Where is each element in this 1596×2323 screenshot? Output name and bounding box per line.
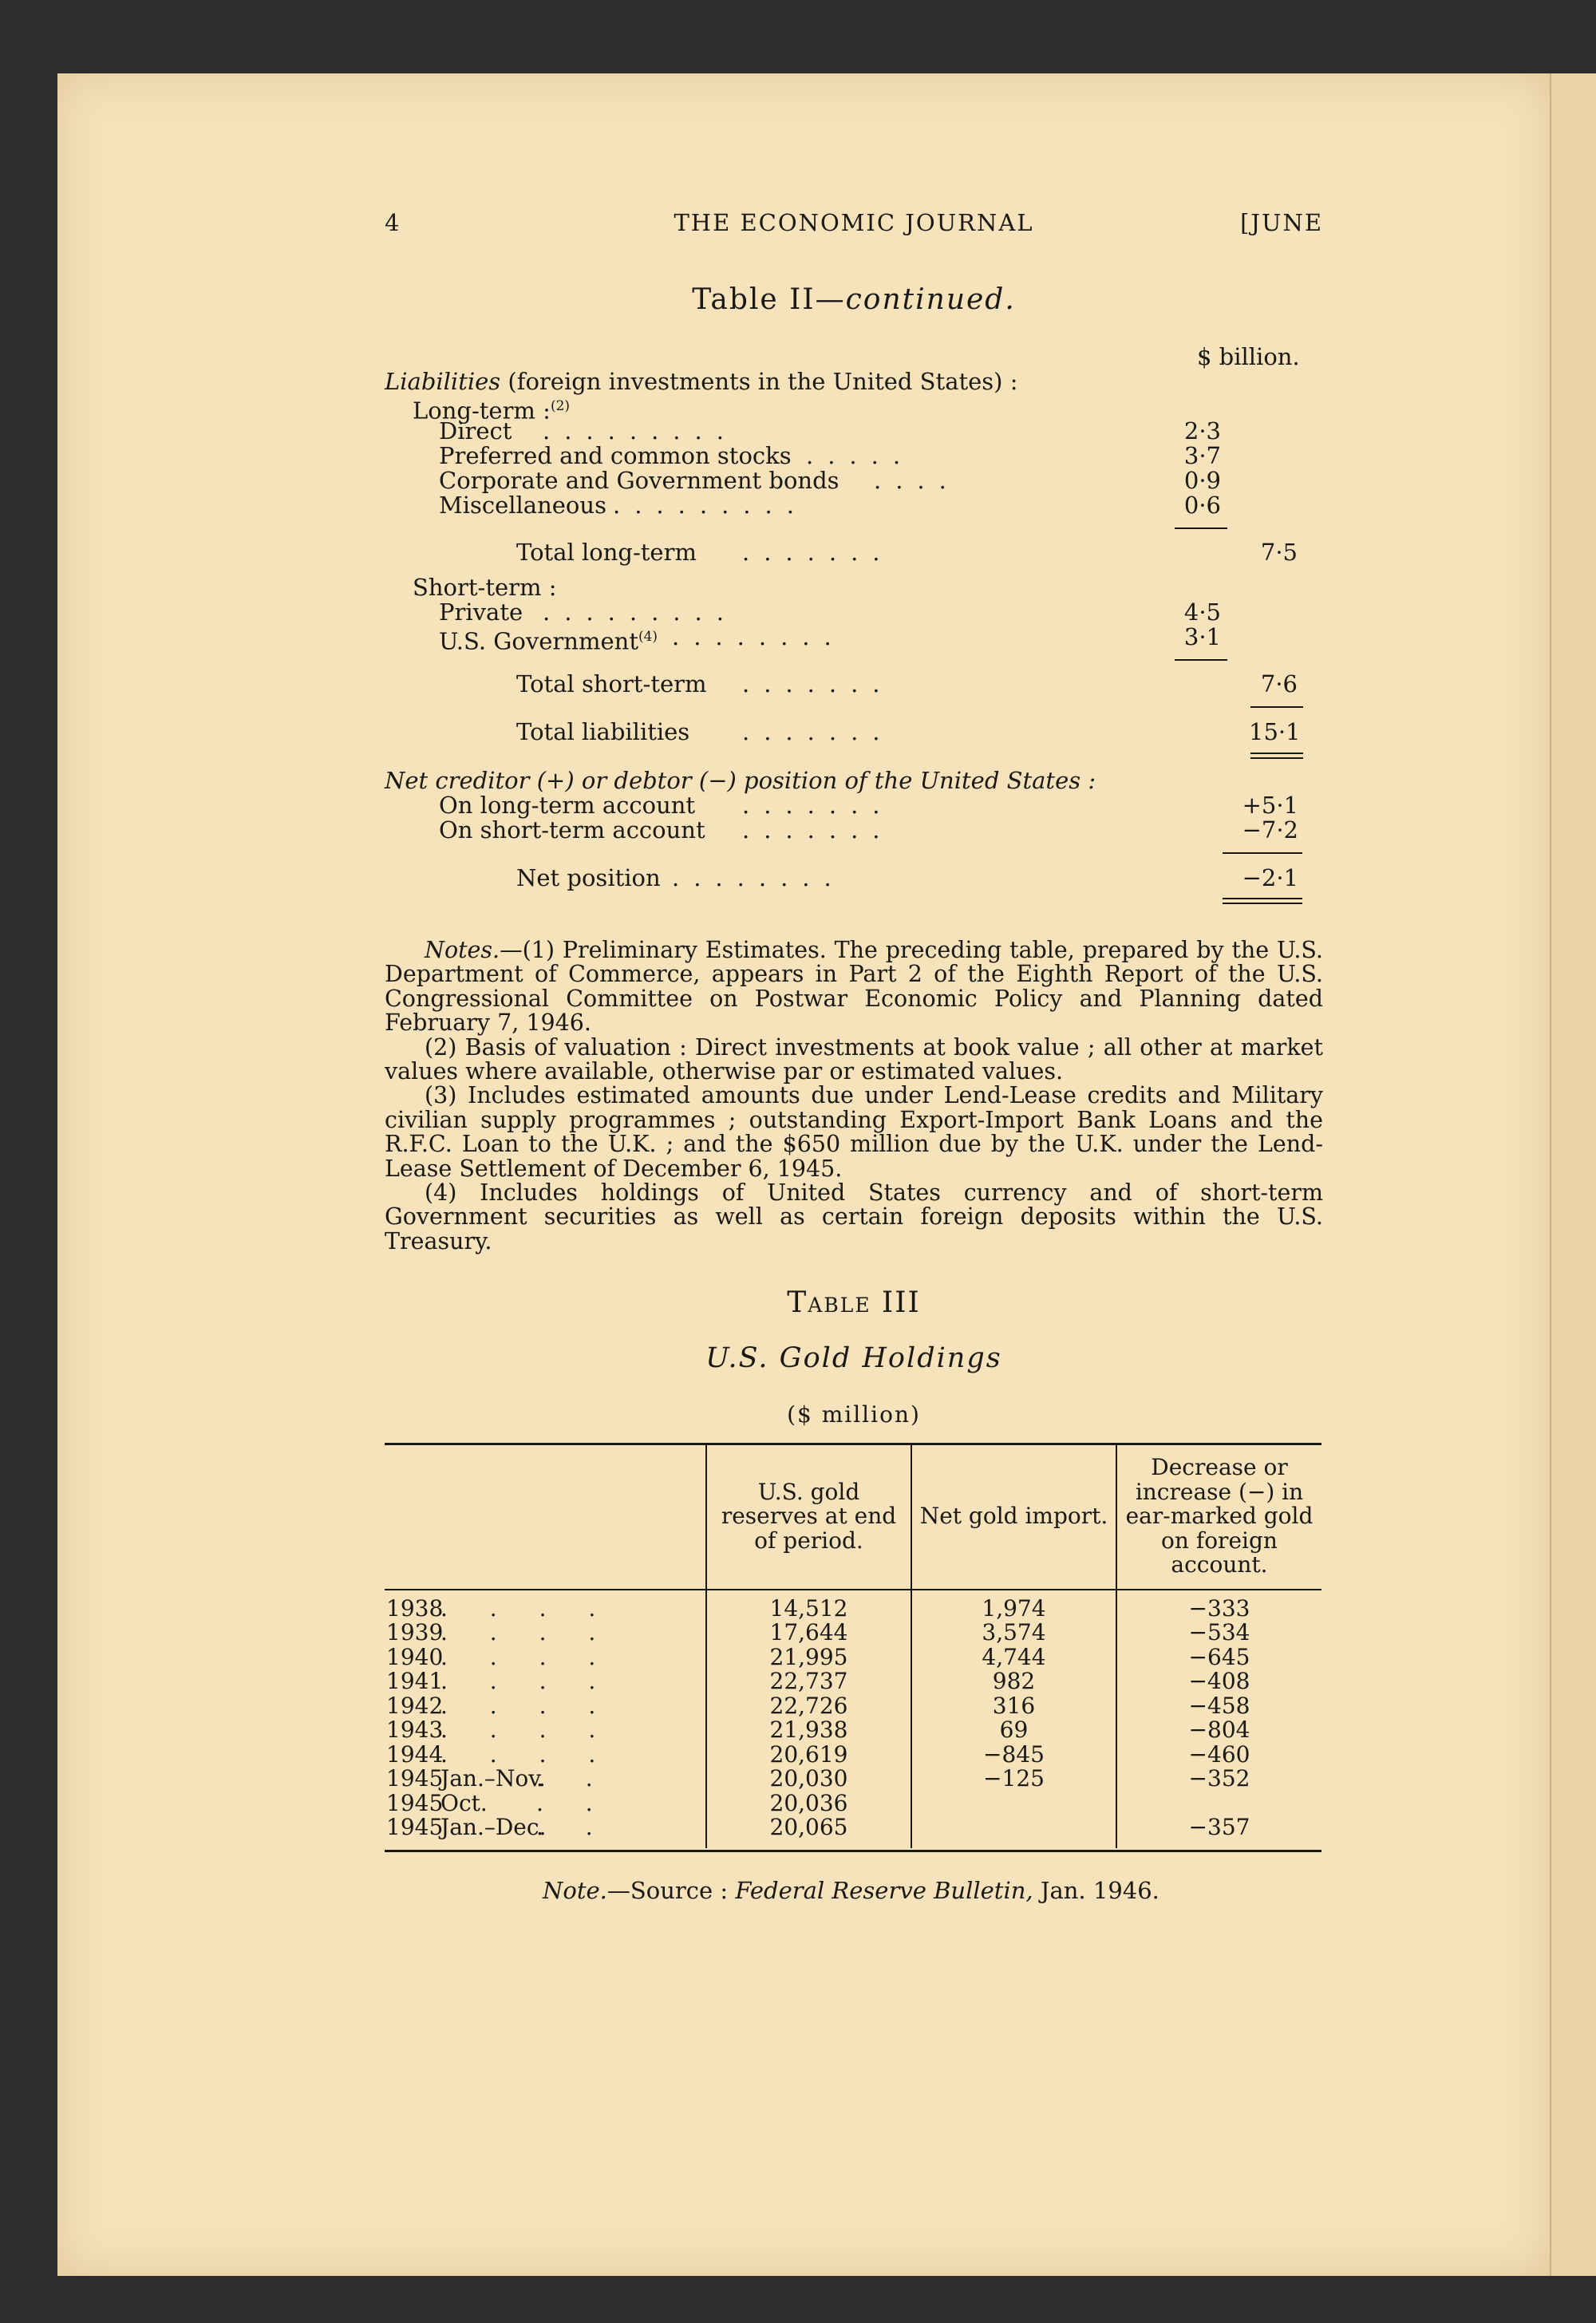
net-position-value: −2·1 <box>1242 864 1298 891</box>
cell-earmarked: −534 <box>1116 1621 1321 1645</box>
leader-dots: .... <box>874 467 961 494</box>
cell-reserves: 21,938 <box>706 1718 911 1743</box>
long-term-item-label: Direct <box>439 417 512 444</box>
liabilities-heading <box>385 369 1017 394</box>
table3-bottom-rule <box>385 1850 1321 1852</box>
short-term-label: Short-term : <box>413 574 557 601</box>
cell-earmarked: −645 <box>1116 1645 1321 1670</box>
double-rule-top <box>1250 753 1303 754</box>
leader-dots: . . . . <box>440 1740 614 1768</box>
leader-dots: . . . . <box>440 1717 614 1743</box>
total-long-term-label: Total long-term <box>516 539 697 566</box>
row-period <box>385 1740 706 1768</box>
leader-dots: ..... <box>806 442 915 469</box>
cell-import: −125 <box>911 1767 1116 1792</box>
next-page-edge <box>1550 73 1596 2276</box>
cell-import: 982 <box>911 1669 1116 1694</box>
table3-note-date: Jan. 1946. <box>1033 1877 1159 1904</box>
cell-reserves: 20,030 <box>706 1767 911 1792</box>
leader-dots: . . . . <box>440 1643 614 1670</box>
double-rule-bottom <box>1223 903 1302 904</box>
cell-reserves: 22,737 <box>706 1669 911 1694</box>
leader-dots: . . . . <box>440 1668 614 1694</box>
cell-reserves: 20,036 <box>706 1792 911 1816</box>
leader-dots: ....... <box>742 792 895 819</box>
total-rule <box>1250 706 1303 708</box>
short-term-item-gov <box>439 625 658 655</box>
cell-import: 69 <box>911 1718 1116 1743</box>
cell-import: 3,574 <box>911 1621 1116 1645</box>
cell-earmarked: −458 <box>1116 1694 1321 1719</box>
liabilities-heading-rest: (foreign investments in the United States) : <box>500 368 1018 395</box>
table2-title <box>385 283 1323 323</box>
table2-unit: $ billion. <box>1197 343 1300 370</box>
gold-holdings-table <box>385 1444 1321 1848</box>
table3-note-publication: Federal Reserve Bulletin, <box>735 1877 1033 1904</box>
note-2: (2) Basis of valuation : Direct investments at book value ; all other at market values where available, otherwise par or estimated values. <box>385 1033 1323 1085</box>
table3-unit: ($ million) <box>787 1401 921 1428</box>
long-term-item-value: 0·9 <box>1183 467 1221 494</box>
long-term-item-value: 0·6 <box>1183 492 1221 519</box>
short-term-item-value: 4·5 <box>1183 599 1221 626</box>
table-row <box>385 1815 1321 1848</box>
leader-dots: . . . . <box>440 1619 614 1645</box>
row-year: 1945 <box>386 1765 444 1792</box>
row-year: 1944 <box>386 1740 444 1768</box>
table-row <box>385 1718 1321 1743</box>
short-term-item-label: U.S. Government <box>439 627 638 655</box>
total-short-term-label: Total short-term <box>516 670 707 697</box>
subtotal-rule <box>1175 659 1227 661</box>
leader-dots: ....... <box>742 718 895 745</box>
note-3: (3) Includes estimated amounts due under Lend-Lease credits and Military civilian supply programmes ; outstanding Export-Import Bank Loans and the R.F.C. Loan to the U.K. ; and the $650 million due by the U.K. under the Lend-Lease Settlement of December 6, 1945. <box>385 1082 1323 1182</box>
cell-import: 316 <box>911 1694 1116 1719</box>
leader-dots: ......... <box>613 492 808 519</box>
row-period <box>385 1767 706 1792</box>
net-heading: Net creditor (+) or debtor (−) position of the United States : <box>385 767 1096 794</box>
notes-lead: Notes. <box>425 937 500 963</box>
running-title: THE ECONOMIC JOURNAL <box>674 209 1034 236</box>
table3-title-block <box>385 1286 1323 1326</box>
cell-earmarked: −408 <box>1116 1669 1321 1694</box>
row-period <box>385 1621 706 1645</box>
total-liabilities-value: 15·1 <box>1249 718 1301 745</box>
leader-dots: ....... <box>742 816 895 843</box>
long-term-footnote: (2) <box>550 398 571 414</box>
row-sub-period: Jan.–Dec. <box>440 1814 547 1840</box>
short-term-item-footnote: (4) <box>638 629 658 645</box>
long-term-item-label: Miscellaneous <box>439 492 606 519</box>
row-period <box>385 1669 706 1694</box>
row-period <box>385 1815 706 1848</box>
row-year: 1943 <box>386 1717 444 1743</box>
table-row <box>385 1694 1321 1719</box>
cell-import: 1,974 <box>911 1590 1116 1622</box>
table-row <box>385 1645 1321 1670</box>
net-position-label: Net position <box>516 864 661 891</box>
row-year: 1942 <box>386 1692 444 1719</box>
cell-import: 4,744 <box>911 1645 1116 1670</box>
total-short-term-value: 7·6 <box>1260 670 1298 697</box>
column-header-period <box>385 1444 706 1590</box>
double-rule-top <box>1223 898 1302 899</box>
leader-dots: . . <box>536 1814 610 1840</box>
table3-subtitle-block <box>385 1342 1323 1377</box>
note-1-text: —(1) Preliminary Estimates. The preceding table, prepared by the U.S. Department of Commerce, appears in Part 2 of the Eighth Report of the U.S. Congressional Committee on Postwar Economic Policy and Planning dated February 7, 1946. <box>385 937 1323 1037</box>
table-row <box>385 1743 1321 1768</box>
row-year: 1945 <box>386 1814 444 1840</box>
total-long-term-value: 7·5 <box>1260 539 1298 566</box>
long-term-item-value: 3·7 <box>1183 442 1221 469</box>
table2-title-prefix: Table II <box>692 283 816 316</box>
notes-block <box>385 938 1323 1254</box>
leader-dots: ........ <box>672 864 846 891</box>
leader-dots: . . <box>536 1789 610 1816</box>
leader-dots: . . <box>536 1765 610 1792</box>
table-row <box>385 1621 1321 1645</box>
table3-unit-block <box>385 1401 1323 1430</box>
page-number: 4 <box>385 209 400 236</box>
row-period <box>385 1718 706 1743</box>
cell-reserves: 20,065 <box>706 1815 911 1848</box>
cell-import <box>911 1815 1116 1848</box>
net-item-label: On long-term account <box>439 792 696 819</box>
note-1 <box>385 938 1323 1036</box>
short-term-item-value: 3·1 <box>1183 623 1221 650</box>
net-item-value: −7·2 <box>1242 816 1298 843</box>
leader-dots: . . . . <box>440 1692 614 1719</box>
table-header-row <box>385 1444 1321 1590</box>
row-period <box>385 1645 706 1670</box>
table-row <box>385 1792 1321 1816</box>
leader-dots: ....... <box>742 670 895 697</box>
cell-import: −845 <box>911 1743 1116 1768</box>
column-header-reserves: U.S. gold reserves at end of period. <box>706 1444 911 1590</box>
cell-earmarked: −804 <box>1116 1718 1321 1743</box>
table-row <box>385 1767 1321 1792</box>
long-term-item-value: 2·3 <box>1183 417 1221 444</box>
table3-subtitle: U.S. Gold Holdings <box>705 1342 1002 1374</box>
table3-title: Table III <box>787 1286 921 1319</box>
leader-dots: ........ <box>672 623 846 650</box>
row-period <box>385 1694 706 1719</box>
cell-import <box>911 1792 1116 1816</box>
row-sub-period: Oct. <box>440 1789 488 1816</box>
leader-dots: ......... <box>543 599 738 626</box>
table-row <box>385 1590 1321 1622</box>
net-item-value: +5·1 <box>1242 792 1298 819</box>
row-year: 1938 <box>386 1594 444 1622</box>
leader-dots: ....... <box>742 539 895 566</box>
note-4: (4) Includes holdings of United States currency and of short-term Government securities as well as certain foreign deposits within the U.S. Treasury. <box>385 1179 1323 1254</box>
row-year: 1940 <box>386 1643 444 1670</box>
table-row <box>385 1669 1321 1694</box>
cell-reserves: 17,644 <box>706 1621 911 1645</box>
cell-earmarked: −357 <box>1116 1815 1321 1848</box>
row-year: 1939 <box>386 1619 444 1645</box>
long-term-label <box>413 394 571 425</box>
row-year: 1945 <box>386 1789 444 1816</box>
running-header <box>385 209 1323 241</box>
table3-note <box>543 1879 1159 1903</box>
row-period <box>385 1789 706 1816</box>
subtotal-rule <box>1175 527 1227 529</box>
row-sub-period: Jan.–Nov. <box>440 1765 546 1792</box>
total-liabilities-label: Total liabilities <box>516 718 690 745</box>
leader-dots: . . . . <box>440 1594 614 1622</box>
total-rule <box>1223 852 1302 854</box>
cell-earmarked: −352 <box>1116 1767 1321 1792</box>
cell-reserves: 21,995 <box>706 1645 911 1670</box>
cell-reserves: 20,619 <box>706 1743 911 1768</box>
cell-earmarked <box>1116 1792 1321 1816</box>
column-header-earmarked: Decrease or increase (−) in ear-marked gold on foreign account. <box>1116 1444 1321 1590</box>
cell-reserves: 22,726 <box>706 1694 911 1719</box>
table3-note-source: —Source : <box>606 1877 736 1904</box>
row-period <box>385 1590 706 1622</box>
column-header-import: Net gold import. <box>911 1444 1116 1590</box>
net-item-label: On short-term account <box>439 816 705 843</box>
issue-month: [JUNE <box>1240 209 1323 236</box>
long-term-text: Long-term : <box>413 397 551 425</box>
short-term-item-label: Private <box>439 599 523 626</box>
row-year: 1941 <box>386 1668 444 1694</box>
long-term-item-label: Preferred and common stocks <box>439 442 792 469</box>
table3-note-lead: Note. <box>543 1877 607 1904</box>
liabilities-heading-italic: Liabilities <box>385 368 501 395</box>
double-rule-bottom <box>1250 757 1303 759</box>
cell-earmarked: −333 <box>1116 1590 1321 1622</box>
cell-reserves: 14,512 <box>706 1590 911 1622</box>
cell-earmarked: −460 <box>1116 1743 1321 1768</box>
leader-dots: ......... <box>543 417 738 444</box>
table2-title-suffix: —continued. <box>815 283 1016 316</box>
long-term-item-label: Corporate and Government bonds <box>439 467 839 494</box>
